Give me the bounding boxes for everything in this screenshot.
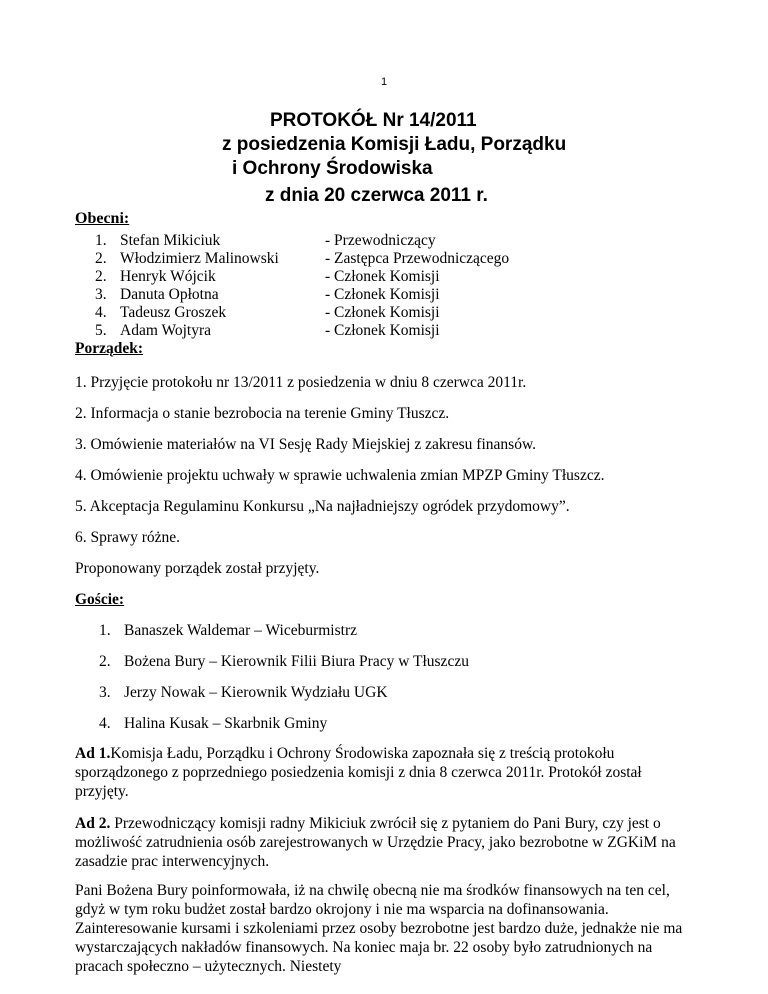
guest-text: Bożena Bury – Kierownik Filii Biura Pracy w Tłuszczu <box>124 653 469 670</box>
member-number: 5. <box>95 322 107 339</box>
member-role: - Członek Komisji <box>325 268 440 285</box>
ad2-paragraph <box>75 814 695 871</box>
member-number: 1. <box>95 232 107 249</box>
ad2-label: Ad 2. <box>75 815 111 832</box>
guests-heading: Goście: <box>75 591 125 608</box>
guest-number: 1. <box>99 622 111 639</box>
agenda-item: 2. Informacja o stanie bezrobocia na terenie Gminy Tłuszcz. <box>75 405 450 422</box>
agenda-accepted-note: Proponowany porządek został przyjęty. <box>75 560 320 577</box>
agenda-heading: Porządek: <box>75 340 144 357</box>
member-name: Danuta Opłotna <box>120 286 219 303</box>
guest-text: Halina Kusak – Skarbnik Gminy <box>124 715 328 732</box>
guest-text: Banaszek Waldemar – Wiceburmistrz <box>124 622 357 639</box>
ad1-label: Ad 1. <box>75 745 111 762</box>
member-number: 3. <box>95 286 107 303</box>
agenda-item: 4. Omówienie projektu uchwały w sprawie uchwalenia zmian MPZP Gminy Tłuszcz. <box>75 467 605 484</box>
member-role: - Członek Komisji <box>325 286 440 303</box>
member-name: Henryk Wójcik <box>120 268 216 285</box>
title-line-4: z dnia 20 czerwca 2011 r. <box>265 185 488 206</box>
ad2-text: Przewodniczący komisji radny Mikiciuk zwrócił się z pytaniem do Pani Bury, czy jest o możliwość zatrudnienia osób zarejestrowanych w Urzędzie Pracy, jako bezrobotne w ZGKiM na zasadzie prac interwencyjnych. <box>75 815 676 870</box>
member-role: - Zastępca Przewodniczącego <box>325 250 510 267</box>
guest-number: 4. <box>99 715 111 732</box>
guest-text: Jerzy Nowak – Kierownik Wydziału UGK <box>124 684 388 701</box>
guest-item <box>99 622 357 640</box>
member-number: 2. <box>95 268 107 285</box>
member-number: 2. <box>95 250 107 267</box>
member-role: - Członek Komisji <box>325 304 440 321</box>
member-number: 4. <box>95 304 107 321</box>
agenda-item: 1. Przyjęcie protokołu nr 13/2011 z posiedzenia w dniu 8 czerwca 2011r. <box>75 374 527 391</box>
ad1-text: Komisja Ładu, Porządku i Ochrony Środowiska zapoznała się z treścią protokołu sporządzonego z poprzedniego posiedzenia komisji z dnia 8 czerwca 2011r. Protokół został przyjęty. <box>75 745 642 800</box>
guest-number: 3. <box>99 684 111 701</box>
title-line-2: z posiedzenia Komisji Ładu, Porządku <box>222 134 567 155</box>
para-bury-info: Pani Bożena Bury poinformowała, iż na chwilę obecną nie ma środków finansowych na ten cel, gdyż w tym roku budżet został bardzo okrojony i nie ma wsparcia na dofinansowania. Zainteresowanie kursami i szkoleniami przez osoby bezrobotne jest bardzo duże, jednakże nie ma wystarczających nakładów finansowych. Na koniec maja br. 22 osoby było zatrudnionych na pracach społeczno – użytecznych. Niestety <box>75 882 683 975</box>
guest-item <box>99 684 388 702</box>
present-heading: Obecni: <box>75 210 130 227</box>
member-name: Stefan Mikiciuk <box>120 232 221 249</box>
page-number: 1 <box>380 76 388 88</box>
agenda-item: 3. Omówienie materiałów na VI Sesję Rady Miejskiej z zakresu finansów. <box>75 436 537 453</box>
agenda-item: 6. Sprawy różne. <box>75 529 181 546</box>
guest-number: 2. <box>99 653 111 670</box>
title-line-1: PROTOKÓŁ Nr 14/2011 <box>270 110 477 131</box>
member-name: Adam Wojtyra <box>120 322 212 339</box>
member-name: Tadeusz Groszek <box>120 304 227 321</box>
guest-item <box>99 715 327 733</box>
member-role: - Członek Komisji <box>325 322 440 339</box>
ad1-paragraph <box>75 744 695 801</box>
title-line-3: i Ochrony Środowiska <box>232 158 433 179</box>
member-name: Włodzimierz Malinowski <box>120 250 279 267</box>
guest-item <box>99 653 469 671</box>
agenda-item: 5. Akceptacja Regulaminu Konkursu „Na najładniejszy ogródek przydomowy”. <box>75 498 570 515</box>
member-role: - Przewodniczący <box>325 232 436 249</box>
